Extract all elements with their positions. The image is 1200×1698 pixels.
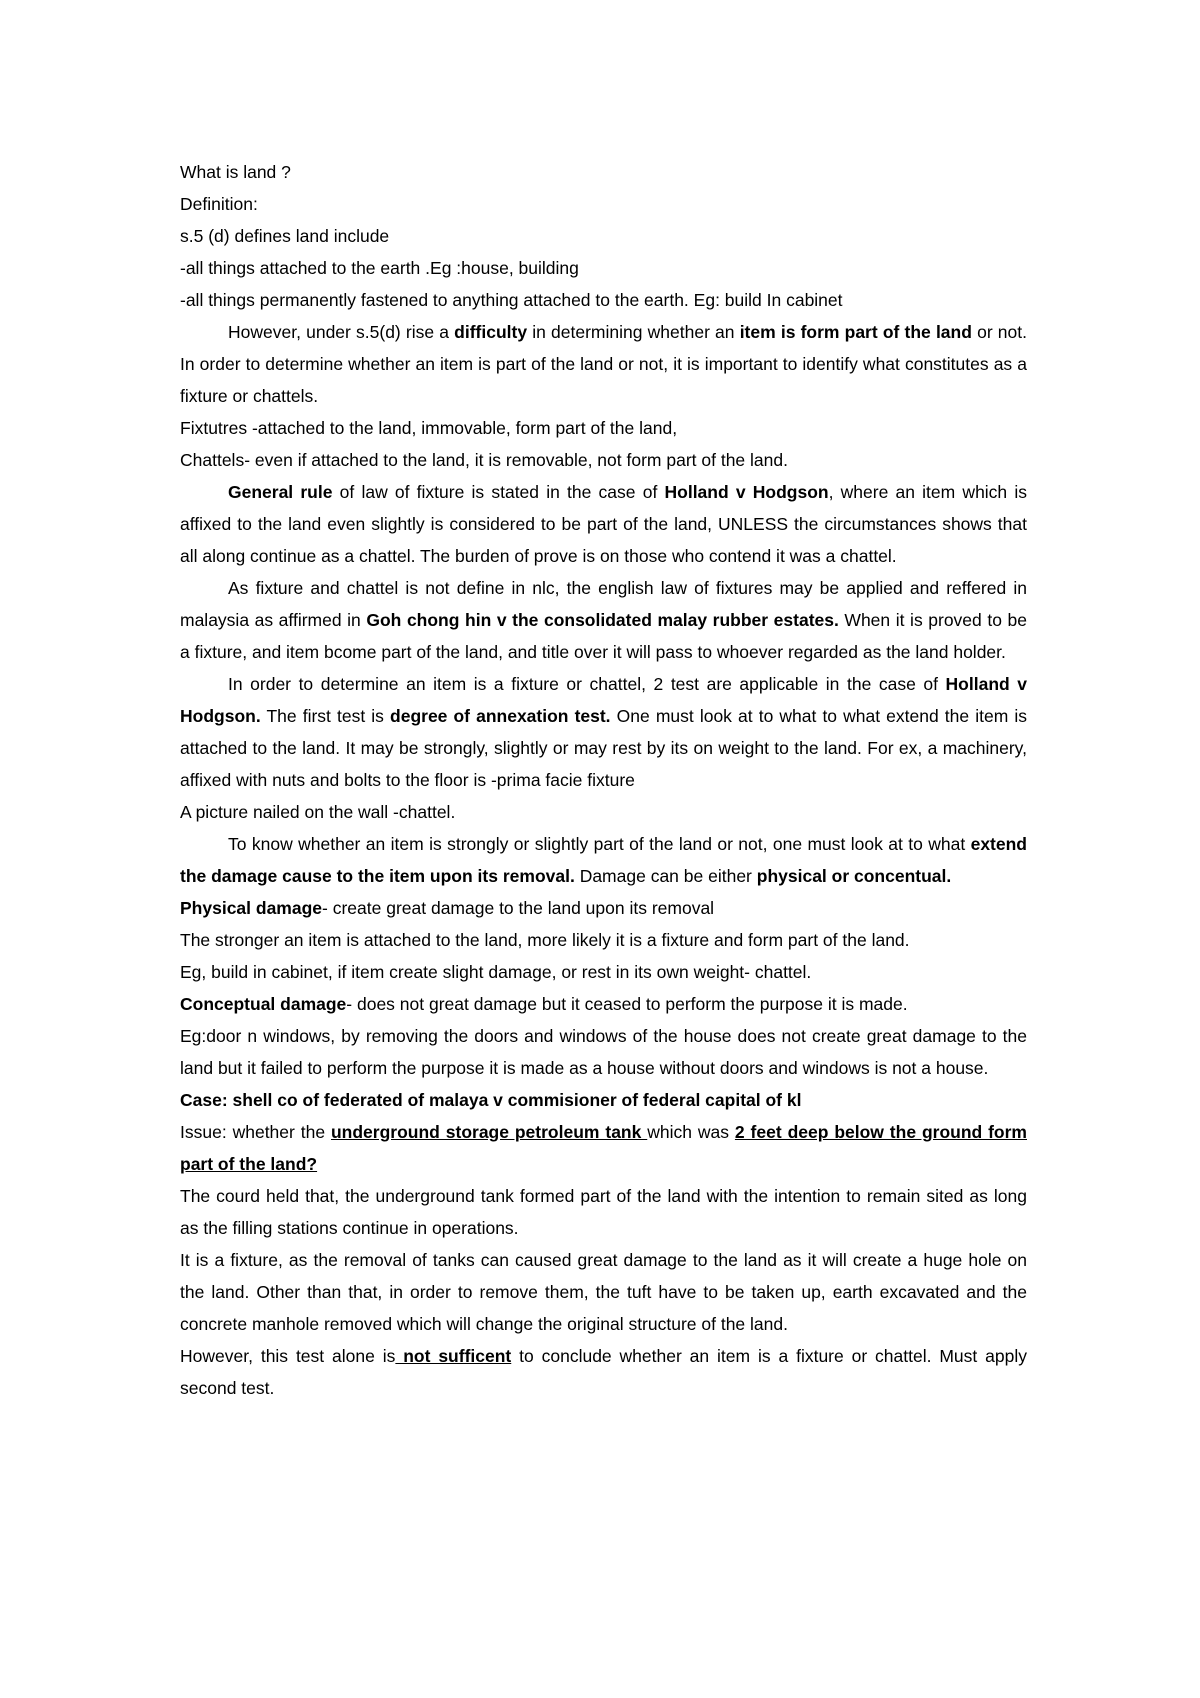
- underlined-bold-run: not sufficent: [395, 1346, 512, 1366]
- text-run: However, this test alone is: [180, 1346, 396, 1366]
- text-run: - does not great damage but it ceased to perform the purpose it is made.: [346, 994, 908, 1014]
- conceptual-damage-line: [180, 988, 1027, 1020]
- bold-run: item is form part of the land: [739, 322, 972, 342]
- underlined-bold-run: underground storage petroleum tank: [330, 1122, 648, 1142]
- underlined-bold-run: 2 feet deep below the ground form part of the land?: [180, 1122, 1027, 1174]
- paragraph-not-sufficient: [180, 1340, 1027, 1404]
- physical-damage-line: [180, 892, 1027, 924]
- text-run: However, under s.5(d) rise a: [228, 322, 455, 342]
- document-title: What is land ?: [180, 162, 291, 182]
- text-run: or not. In order to determine whether an item is part of the land or not, it is important to identify what constitutes as a fixture or chattels.: [180, 322, 1027, 406]
- paragraph-english-law: [180, 572, 1027, 668]
- text-run: in determining whether an: [527, 322, 740, 342]
- text-run: As fixture and chattel is not define in nlc, the english law of fixtures may be applied and reffered in malaysia as affirmed in: [180, 578, 1027, 630]
- text-run: When it is proved to be a fixture, and item bcome part of the land, and title over it will pass to whoever regarded as the land holder.: [180, 610, 1027, 662]
- paragraph-damage: [180, 828, 1027, 892]
- example-cabinet-line: Eg, build in cabinet, if item create slight damage, or rest in its own weight- chattel.: [180, 962, 812, 982]
- bold-run: Holland v Hodgson.: [180, 674, 1028, 726]
- paragraph-doors-windows: Eg:door n windows, by removing the doors and windows of the house does not create great damage to the land but it failed to perform the purpose it is made as a house without doors and windows is not a house.: [180, 1026, 1027, 1078]
- text-run: of law of fixture is stated in the case of: [332, 482, 665, 502]
- chattels-definition: Chattels- even if attached to the land, it is removable, not form part of the land.: [180, 450, 788, 470]
- bold-run: Goh chong hin v the consolidated malay rubber estates.: [366, 610, 839, 630]
- definition-heading: Definition:: [180, 194, 258, 214]
- bold-run: difficulty: [454, 322, 528, 342]
- picture-example: A picture nailed on the wall -chattel.: [180, 802, 456, 822]
- text-run: - create great damage to the land upon its removal: [322, 898, 715, 918]
- paragraph-difficulty: [180, 316, 1027, 412]
- paragraph-fixture-reason: It is a fixture, as the removal of tanks can caused great damage to the land as it will create a huge hole on the land. Other than that, in order to remove them, the tuft have to be taken up, earth excavated and the concrete manhole removed which will change the original structure of the land.: [180, 1250, 1027, 1334]
- text-run: Damage can be either: [574, 866, 757, 886]
- bold-run: General rule: [228, 482, 333, 502]
- bold-run: Physical damage: [180, 898, 323, 918]
- text-run: The first test is: [260, 706, 391, 726]
- bold-run: degree of annexation test.: [390, 706, 611, 726]
- bold-run: Conceptual damage: [180, 994, 347, 1014]
- paragraph-issue: [180, 1116, 1027, 1180]
- paragraph-held: The courd held that, the underground tank formed part of the land with the intention to remain sited as long as the filling stations continue in operations.: [180, 1186, 1027, 1238]
- bold-run: physical or concentual.: [756, 866, 952, 886]
- bold-run: extend the damage cause to the item upon its removal.: [180, 834, 1027, 886]
- section-reference: s.5 (d) defines land include: [180, 226, 390, 246]
- text-run: , where an item which is affixed to the land even slightly is considered to be part of the land, UNLESS the circumstances shows that all along continue as a chattel. The burden of prove is on those who contend it was a chattel.: [180, 482, 1027, 566]
- text-run: to conclude whether an item is a fixture or chattel. Must apply second test.: [180, 1346, 1027, 1398]
- fixtures-definition: Fixtutres -attached to the land, immovable, form part of the land,: [180, 418, 678, 438]
- text-run: In order to determine an item is a fixture or chattel, 2 test are applicable in the case of: [228, 674, 946, 694]
- case-heading: Case: shell co of federated of malaya v commisioner of federal capital of kl: [180, 1090, 802, 1110]
- paragraph-two-tests: [180, 668, 1027, 796]
- text-run: Issue: whether the: [180, 1122, 331, 1142]
- text-run: which was: [647, 1122, 735, 1142]
- text-run: One must look at to what to what extend the item is attached to the land. It may be strongly, slightly or may rest by its on weight to the land. For ex, a machinery, affixed with nuts and bolts to the floor is -prima facie fixture: [180, 706, 1028, 790]
- paragraph-general-rule: [180, 476, 1027, 572]
- document-page: [180, 156, 1027, 1404]
- bold-run: Holland v Hodgson: [664, 482, 829, 502]
- definition-item-1: -all things attached to the earth .Eg :house, building: [180, 258, 579, 278]
- definition-item-2: -all things permanently fastened to anything attached to the earth. Eg: build In cabinet: [180, 290, 843, 310]
- stronger-line: The stronger an item is attached to the land, more likely it is a fixture and form part of the land.: [180, 930, 910, 950]
- text-run: To know whether an item is strongly or slightly part of the land or not, one must look at to what: [228, 834, 971, 854]
